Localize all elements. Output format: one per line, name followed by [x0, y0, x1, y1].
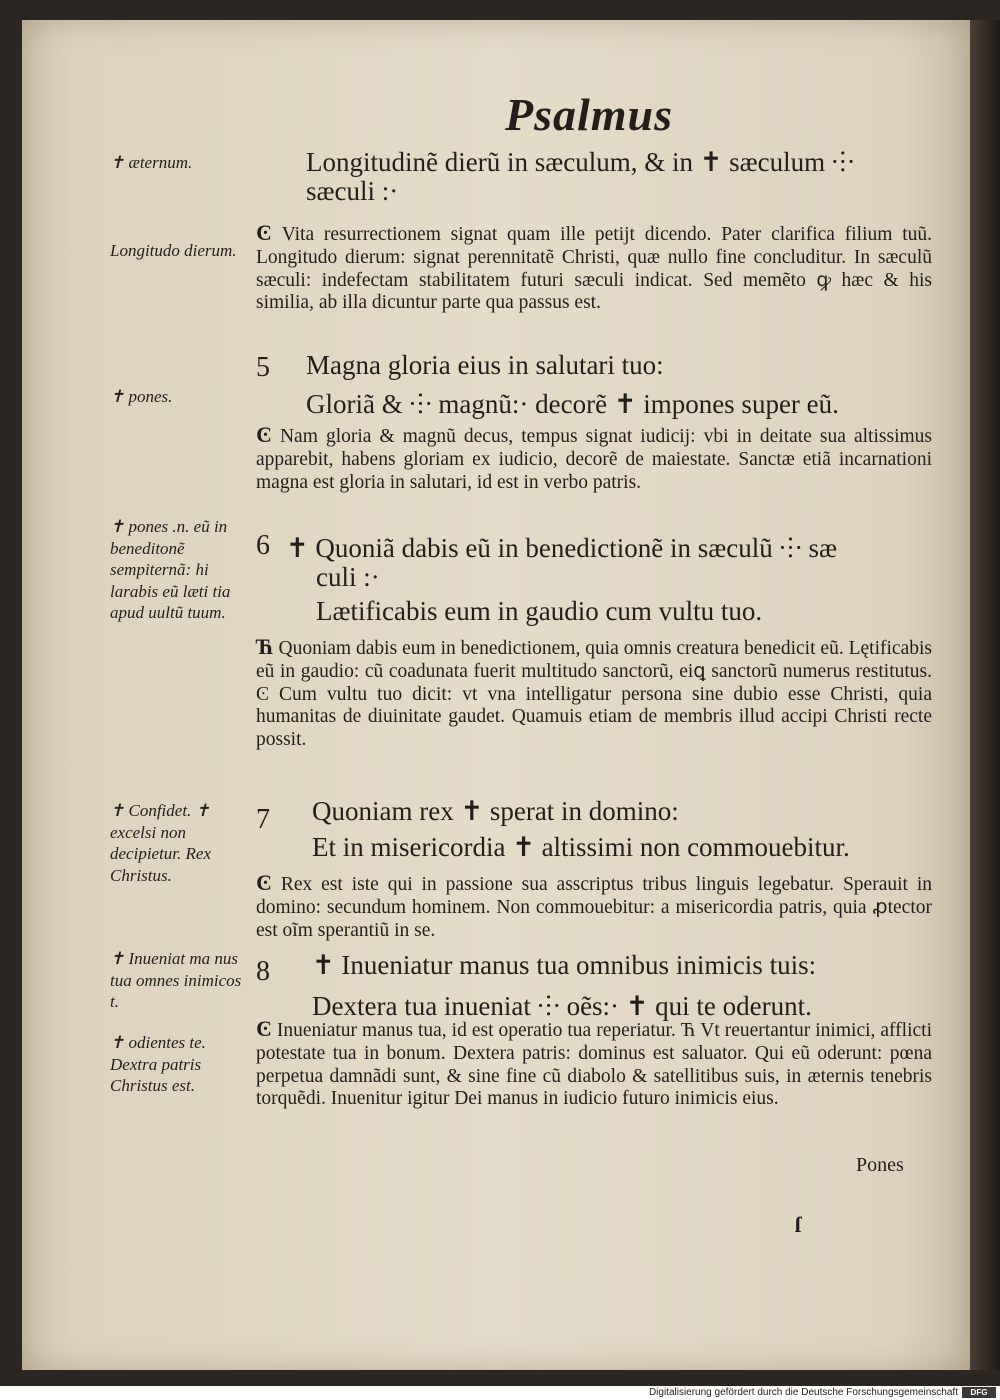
page-gutter [970, 20, 1000, 1370]
margin-note: Longitudo dierum. [110, 241, 237, 260]
margin-note: ✝ pones. [110, 387, 173, 406]
page-heading: Psalmus [505, 89, 674, 140]
commentary-text: Quoniam dabis eum in benedictionem, quia omnis creatura benedicit eũ. Lętificabis eũ in gaudio: cũ coadunata fuerit multitudo sanctorũ, eiꝗ sanctorũ numerus restitutus. Ͼ Cum vultu tuo dicit: vt vna intelligatur persona sine dubio esse Christi, quia humanitas de diuinitate gaudet. Quamuis etiam de membris illud accipi Christi recte possit. [256, 638, 932, 751]
signature-mark: ſ [795, 1212, 802, 1237]
commentary-text: Inueniatur manus tua, id est operatio tua reperiatur. Ћ Vt reuertantur inimici, afflicti potestate tua in bonum. Dextera patris: dominus est saluator. Qui eũ oderunt: pœna perpetua damnãdi sunt, & sine fine cũ diabolo & satellitibus suis, in æternis tenebris torquẽdi. Inuenitur igitur Dei manus in iudicio futuro inimicis eius. [256, 1020, 933, 1110]
commentary-text: Vita resurrectionem signat quam ille petijt dicendo. Pater clarifica filium tuũ. Longitudo dierum: signat perennitatẽ Christi, quæ nullo fine concluditur. In sæculũ sæculi: indefectam stabilitatem futuri sæculi indicat. Sed memẽto ꝙ hæc & his similia, ab illa dicuntur parte qua passus est. [256, 224, 933, 314]
margin-note: ✝ Inueniat ma nus tua omnes inimicos t. [110, 949, 242, 1011]
verse-number: 7 [256, 804, 270, 835]
psalm-line: Longitudinẽ dierũ in sæculum, & in ✝ sæculum ⸭ [306, 147, 855, 177]
funding-notice: Digitalisierung gefördert durch die Deutsche Forschungsgemeinschaft [648, 1387, 958, 1398]
commentary-block [256, 222, 932, 315]
commentary-text: Nam gloria & magnũ decus, tempus signat iudicij: vbi in deitate sua altissimus apparebit, habens gloriam ex iudicio, decorẽ de maiestate. Sanctæ etiã incarnationi magna est gloria in salutari, id est in verbo patris. [256, 426, 932, 493]
verse-number: 5 [256, 352, 270, 383]
margin-note: ✝ æternum. [110, 153, 193, 172]
dfg-logo: DFG [962, 1387, 996, 1398]
psalm-line: ✝ Inueniatur manus tua omnibus inimicis tuis: [312, 950, 817, 980]
psalm-line: Dextera tua inueniat ⸭ oẽs:· ✝ qui te oderunt. [312, 991, 812, 1021]
paragraph-mark: Ћ [256, 634, 274, 659]
psalm-line: Gloriã & ⸭ magnũ:· decorẽ ✝ impones super eũ. [306, 389, 839, 419]
psalm-line: Et in misericordia ✝ altissimi non commouebitur. [312, 832, 850, 862]
commentary-block [256, 1018, 932, 1111]
paragraph-mark: Ͼ [256, 1016, 272, 1041]
psalm-line: culi :· [316, 562, 380, 592]
footer-bar [0, 1386, 1000, 1400]
margin-note: ✝ pones .n. eũ in beneditonẽ sempiternã: hi larabis eũ læti tia apud uultũ tuum. [110, 517, 231, 622]
commentary-block [256, 424, 932, 494]
verse-number: 8 [256, 956, 270, 987]
paragraph-mark: Ͼ [256, 870, 272, 895]
paragraph-mark: Ͼ [256, 422, 272, 447]
margin-note: ✝ Confidet. ✝ excelsi non decipietur. Rex Christus. [110, 801, 212, 885]
paragraph-mark: Ͼ [256, 220, 272, 245]
psalm-line: Lætificabis eum in gaudio cum vultu tuo. [316, 596, 763, 626]
margin-note: ✝ odientes te. Dextra patris Christus est. [110, 1033, 206, 1095]
psalm-line: Quoniam rex ✝ sperat in domino: [312, 796, 679, 826]
verse-number: 6 [256, 530, 270, 561]
commentary-block [256, 872, 932, 942]
catchword: Pones [856, 1154, 904, 1176]
psalm-line: ✝ Quoniã dabis eũ in benedictionẽ in sæculũ ⸭ sæ [286, 533, 837, 563]
commentary-text: Rex est iste qui in passione sua asscriptus tribus linguis legebatur. Sperauit in domino: secundum hominem. Non commouebitur: a misericordia patris, quia ꝓtector est oĩm sperantiũ in se. [256, 874, 933, 941]
psalm-line: sæculi :· [306, 176, 399, 206]
psalm-line: Magna gloria eius in salutari tuo: [306, 350, 664, 380]
commentary-block [256, 636, 932, 752]
